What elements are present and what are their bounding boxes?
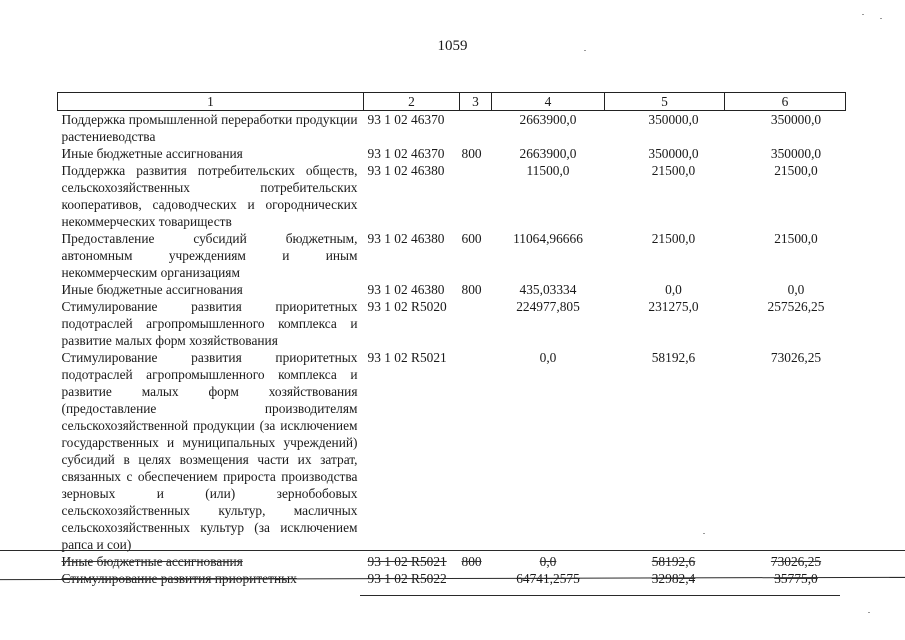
row-value-col4: 11500,0 — [526, 163, 570, 178]
row-code: 93 1 02 R5021 — [367, 350, 447, 365]
row-name: Стимулирование развития приоритетных — [61, 571, 297, 586]
header-row — [58, 93, 846, 111]
row-value-col4: 435,03334 — [519, 282, 577, 297]
table-row — [58, 553, 846, 570]
row-value-col6: 350000,0 — [770, 112, 822, 127]
row-name: Поддержка промышленной переработки продукции растениеводства — [61, 112, 358, 144]
scan-speck — [868, 612, 870, 613]
row-vr — [460, 298, 492, 349]
scan-fold-line — [360, 595, 840, 596]
row-value-col5: 21500,0 — [651, 231, 696, 246]
row-value-col5: 58192,6 — [651, 554, 696, 569]
row-value-col5: 58192,6 — [651, 350, 696, 365]
row-code: 93 1 02 46370 — [367, 146, 445, 161]
row-name: Предоставление субсидий бюджетным, автономным учреждениям и иным некоммерческим организациям — [61, 231, 358, 280]
scan-fold-line — [0, 550, 905, 551]
row-name: Иные бюджетные ассигнования — [61, 282, 243, 297]
row-value-col6: 35775,0 — [774, 571, 818, 586]
row-value-col4: 2663900,0 — [519, 146, 577, 161]
table-row — [58, 230, 846, 281]
row-vr: 800 — [461, 146, 482, 161]
header-col-5: 5 — [605, 93, 725, 111]
row-value-col5: 0,0 — [665, 282, 682, 297]
table-row — [58, 281, 846, 298]
row-value-col6: 73026,25 — [770, 350, 822, 365]
row-value-col6: 21500,0 — [774, 231, 818, 246]
row-value-col6: 0,0 — [787, 282, 805, 297]
row-value-col5: 32982,4 — [651, 571, 696, 586]
header-col-2: 2 — [364, 93, 460, 111]
row-value-col4: 64741,2575 — [516, 571, 580, 586]
row-vr — [460, 111, 492, 146]
row-name: Иные бюджетные ассигнования — [61, 554, 243, 569]
header-col-1: 1 — [58, 93, 364, 111]
table-row — [58, 349, 846, 553]
table-row — [58, 162, 846, 230]
row-value-col4: 0,0 — [539, 554, 557, 569]
row-vr: 600 — [461, 231, 482, 246]
scan-speck — [584, 50, 586, 51]
scan-speck — [880, 18, 882, 19]
row-value-col5: 350000,0 — [648, 146, 699, 161]
row-value-col4: 224977,805 — [516, 299, 580, 314]
row-name: Стимулирование развития приоритетных подотраслей агропромышленного комплекса и развитие малых форм хозяйствования (предоставление производителям сельскохозяйственной продукции (за исключением государственных и муниципальных учреждений) субсидий в целях возмещения части их затрат, связанных с обеспечением прироста производства зерновых и (или) зернобобовых сельскохозяйственных культур, масличных сельскохозяйственных культур (за исключением рапса и сои) — [61, 350, 358, 552]
row-value-col4: 2663900,0 — [519, 112, 577, 127]
row-code: 93 1 02 46370 — [367, 112, 445, 127]
page-number: 1059 — [437, 38, 468, 54]
row-code: 93 1 02 R5021 — [367, 554, 447, 569]
row-name: Стимулирование развития приоритетных подотраслей агропромышленного комплекса и развитие малых форм хозяйствования — [61, 299, 358, 348]
row-value-col5: 21500,0 — [651, 163, 696, 178]
row-value-col6: 257526,25 — [767, 299, 825, 314]
row-code: 93 1 02 46380 — [367, 163, 445, 178]
header-col-3: 3 — [460, 93, 492, 111]
row-code: 93 1 02 R5022 — [367, 571, 447, 586]
header-col-4: 4 — [492, 93, 605, 111]
row-value-col6: 21500,0 — [774, 163, 818, 178]
table-row — [58, 298, 846, 349]
budget-table — [57, 92, 846, 587]
table-row — [58, 111, 846, 146]
row-value-col6: 350000,0 — [770, 146, 822, 161]
row-code: 93 1 02 46380 — [367, 282, 445, 297]
row-name: Иные бюджетные ассигнования — [61, 146, 243, 161]
scan-speck — [703, 533, 705, 534]
row-code: 93 1 02 R5020 — [367, 299, 447, 314]
header-col-6: 6 — [725, 93, 846, 111]
row-value-col5: 231275,0 — [648, 299, 699, 314]
row-vr: 800 — [461, 554, 482, 569]
row-value-col4: 11064,96666 — [513, 231, 583, 246]
row-value-col4: 0,0 — [539, 350, 557, 365]
table-row — [58, 145, 846, 162]
row-vr: 800 — [461, 282, 482, 297]
row-code: 93 1 02 46380 — [367, 231, 445, 246]
row-name: Поддержка развития потребительских обществ, сельскохозяйственных потребительских кооперативов, садоводческих и огороднических некоммерческих товариществ — [61, 163, 358, 229]
row-vr — [460, 349, 492, 553]
row-value-col5: 350000,0 — [648, 112, 699, 127]
row-vr — [460, 162, 492, 230]
row-value-col6: 73026,25 — [770, 554, 822, 569]
scan-speck — [862, 14, 864, 15]
